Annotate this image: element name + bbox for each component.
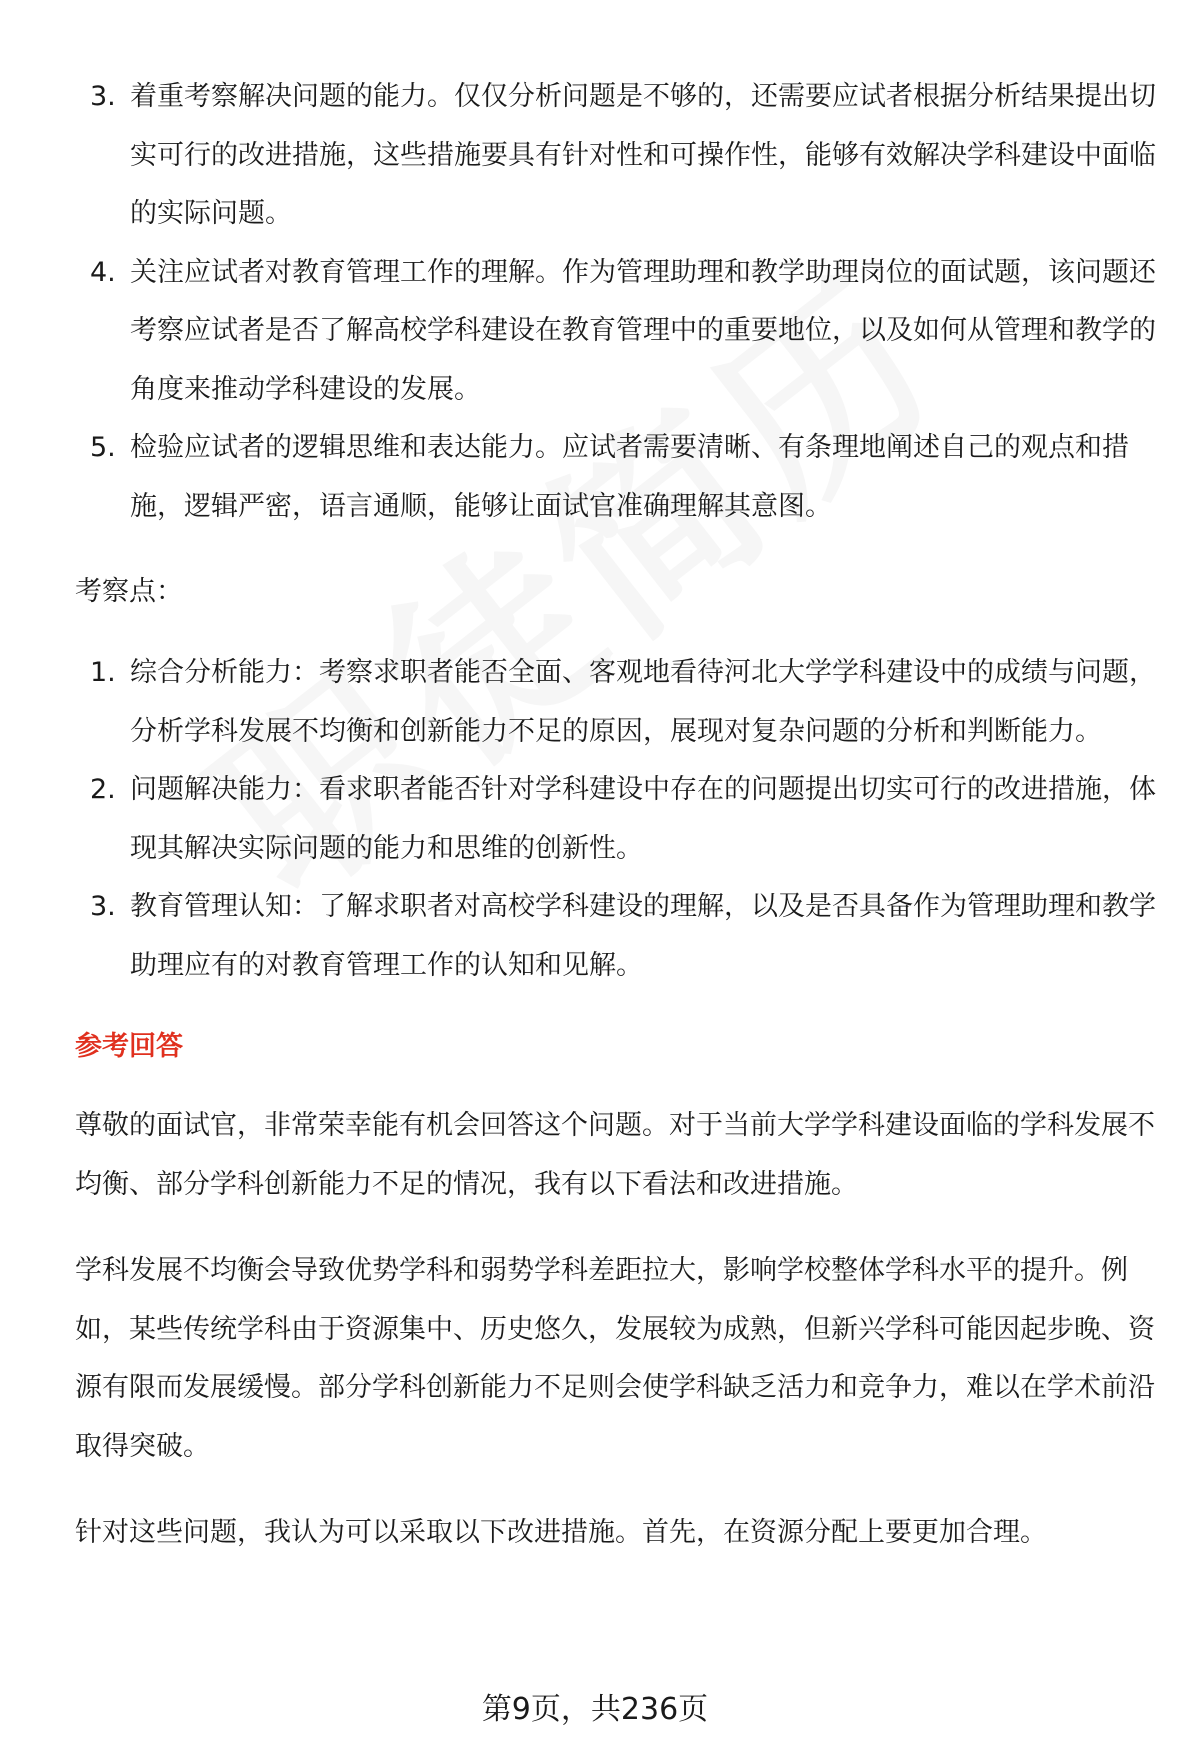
list-item xyxy=(75,878,1160,995)
page-number-footer: 第9页，共236页 xyxy=(481,1692,709,1727)
answer-paragraph: 针对这些问题，我认为可以采取以下改进措施。首先，在资源分配上要更加合理。 xyxy=(75,1517,1047,1548)
answer-paragraph: 学科发展不均衡会导致优势学科和弱势学科差距拉大，影响学校整体学科水平的提升。例如，某些传统学科由于资源集中、历史悠久，发展较为成熟，但新兴学科可能因起步晚、资源有限而发展缓慢。部分学科创新能力不足则会使学科缺乏活力和竞争力，难以在学术前沿取得突破。 xyxy=(75,1255,1155,1462)
list-item-number: 3. xyxy=(90,81,116,112)
list-item-number: 1. xyxy=(90,657,116,688)
list-item xyxy=(75,244,1160,420)
list-item-text: 问题解决能力：看求职者能否针对学科建设中存在的问题提出切实可行的改进措施，体现其解决实际问题的能力和思维的创新性。 xyxy=(130,774,1156,864)
assessment-points-list xyxy=(75,644,1160,995)
list-item xyxy=(75,644,1160,761)
answer-paragraph: 尊敬的面试官，非常荣幸能有机会回答这个问题。对于当前大学学科建设面临的学科发展不均衡、部分学科创新能力不足的情况，我有以下看法和改进措施。 xyxy=(75,1110,1155,1200)
list-item-text: 着重考察解决问题的能力。仅仅分析问题是不够的，还需要应试者根据分析结果提出切实可行的改进措施，这些措施要具有针对性和可操作性，能够有效解决学科建设中面临的实际问题。 xyxy=(130,81,1156,229)
list-item-number: 4. xyxy=(90,256,116,288)
evaluation-focus-list xyxy=(75,68,1160,536)
list-item-number: 3. xyxy=(90,891,116,922)
list-item xyxy=(75,419,1160,536)
list-item-number: 5. xyxy=(90,432,116,463)
list-item-number: 2. xyxy=(90,774,116,805)
reference-answer-heading: 参考回答 xyxy=(75,1031,183,1062)
list-item-text: 关注应试者对教育管理工作的理解。作为管理助理和教学助理岗位的面试题，该问题还考察应试者是否了解高校学科建设在教育管理中的重要地位，以及如何从管理和教学的角度来推动学科建设的发展。 xyxy=(130,256,1156,405)
list-item xyxy=(75,68,1160,244)
list-item-text: 综合分析能力：考察求职者能否全面、客观地看待河北大学学科建设中的成绩与问题，分析学科发展不均衡和创新能力不足的原因，展现对复杂问题的分析和判断能力。 xyxy=(130,657,1156,747)
list-item xyxy=(75,761,1160,878)
list-item-text: 检验应试者的逻辑思维和表达能力。应试者需要清晰、有条理地阐述自己的观点和措施，逻辑严密，语言通顺，能够让面试官准确理解其意图。 xyxy=(130,432,1129,522)
assessment-points-label: 考察点： xyxy=(75,576,183,607)
list-item-text: 教育管理认知：了解求职者对高校学科建设的理解，以及是否具备作为管理助理和教学助理应有的对教育管理工作的认知和见解。 xyxy=(130,891,1156,981)
page-content xyxy=(75,68,1160,1591)
